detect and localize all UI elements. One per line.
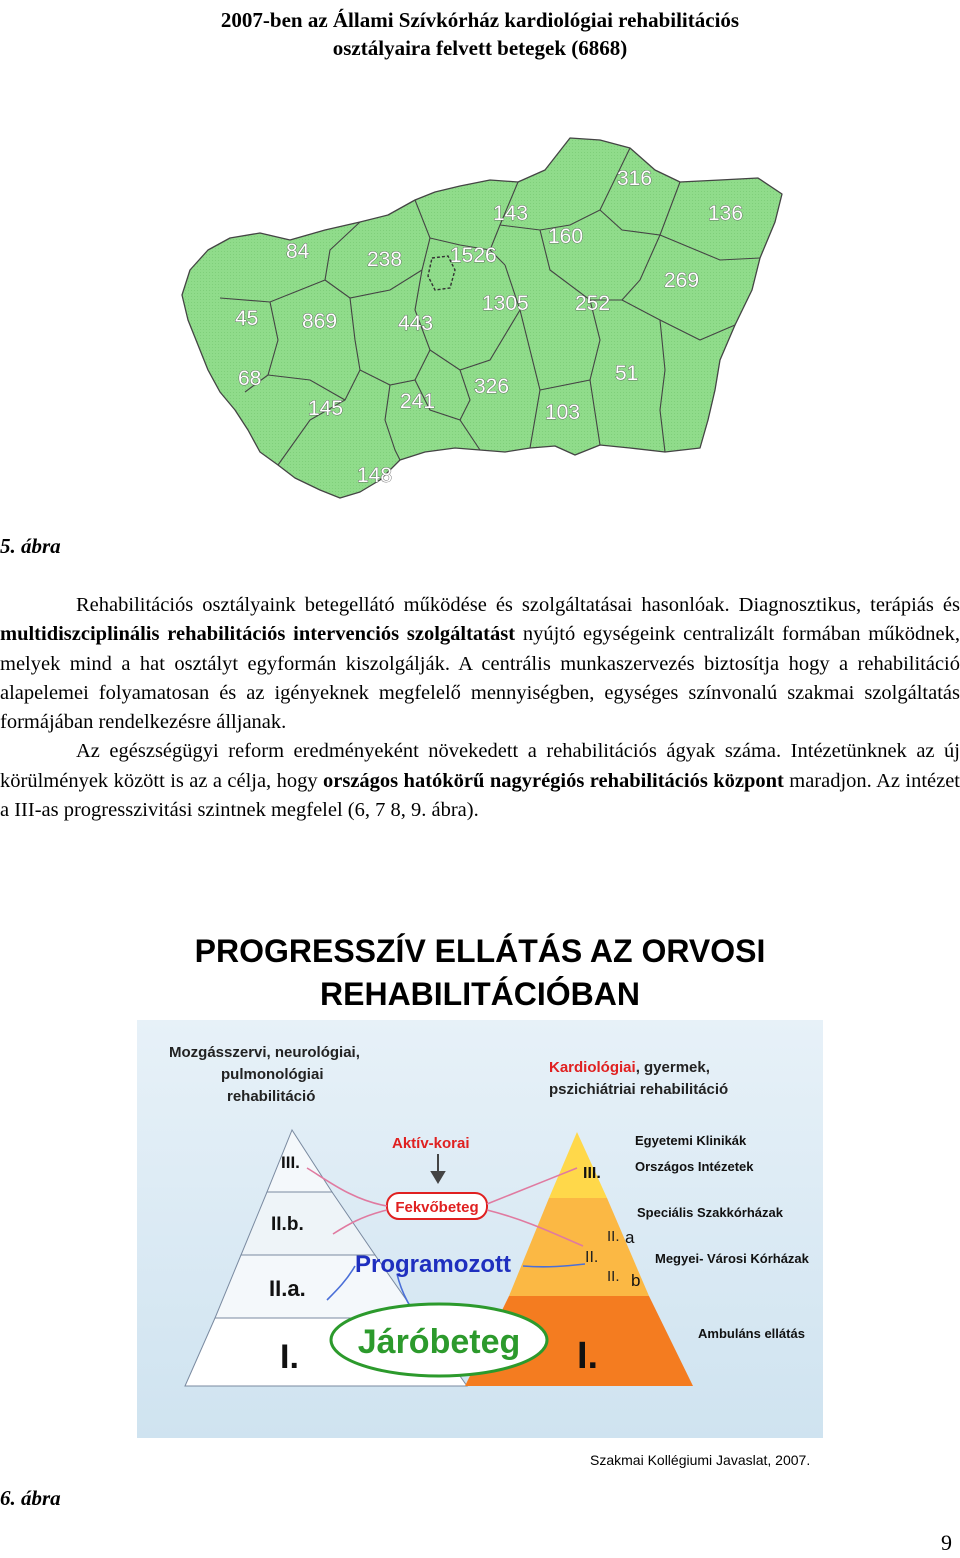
map-region-label: 160 xyxy=(548,225,584,248)
right-heading-line-1 xyxy=(549,1059,710,1076)
title-line-2: osztályaira felvett betegek (6868) xyxy=(332,36,628,60)
paragraph-1-bold: multidiszciplinális rehabilitációs intervenciós szolgáltatást xyxy=(0,623,516,646)
right-level-I: I. xyxy=(577,1335,599,1377)
label-orszagos-intezetek: Országos Intézetek xyxy=(635,1159,754,1174)
map-region-label: 1526 xyxy=(450,244,497,267)
left-heading-line-1: Mozgásszervi, neurológiai, xyxy=(169,1044,360,1061)
label-programozott: Programozott xyxy=(355,1251,511,1278)
document-title xyxy=(0,6,960,62)
map-region-label: 68 xyxy=(238,367,262,390)
right-heading-red: Kardiológiai xyxy=(549,1059,636,1076)
map-region-label: 103 xyxy=(545,401,581,424)
map-outline xyxy=(182,138,782,498)
left-level-I: I. xyxy=(280,1338,299,1376)
paragraph-2 xyxy=(0,737,960,825)
map-region-label: 143 xyxy=(493,202,529,225)
map-region-label: 252 xyxy=(575,292,611,315)
left-heading-line-2: pulmonológiai xyxy=(221,1066,324,1083)
paragraph-1-text-b: nyújtó egységeink centralizált formában működnek, melyek mind a hat osztályt egyformán kiszolgálják. A centrális munkaszervezés biztosítja hogy a rehabilitáció alapelemei folyamatosan és az igényeknek megfelelő mennyiségben, egységes színvonalú szakmai szolgáltatás formájában rendelkezésre álljanak. xyxy=(0,623,960,734)
right-level-II-a-label: II. xyxy=(607,1228,620,1245)
hungary-county-map xyxy=(160,130,790,510)
body-text xyxy=(0,591,960,825)
right-level-II: II. xyxy=(585,1249,599,1266)
map-region-label: 51 xyxy=(615,362,639,385)
map-region-label: 145 xyxy=(308,397,344,420)
map-region-label: 84 xyxy=(286,240,310,263)
left-level-III: III. xyxy=(281,1153,300,1172)
label-ambulans-ellatas: Ambuláns ellátás xyxy=(698,1326,805,1341)
figure-6-label: 6. ábra xyxy=(0,1486,61,1510)
diagram-source-caption: Szakmai Kollégiumi Javaslat, 2007. xyxy=(590,1452,811,1468)
paragraph-2-text-a: Az egészségügyi reform eredményeként növekedett a rehabilitációs ágyak száma. Intézetünknek az új körülmények között is az a célja, hogy xyxy=(0,740,960,792)
map-region-label: 241 xyxy=(400,390,436,413)
map-region-label: 1305 xyxy=(482,292,529,315)
map-region-label: 136 xyxy=(708,202,744,225)
map-region-label: 443 xyxy=(398,312,434,335)
label-fekvobeteg: Fekvőbeteg xyxy=(395,1199,479,1216)
label-aktiv-korai: Aktív-korai xyxy=(392,1135,470,1152)
map-region-label: 326 xyxy=(474,375,510,398)
right-level-III: III. xyxy=(583,1165,601,1182)
right-level-II-b-label: II. xyxy=(607,1268,620,1285)
paragraph-2-bold: országos hatókörű nagyrégiós rehabilitációs központ xyxy=(323,769,784,792)
slide-title-line-2: REHABILITÁCIÓBAN xyxy=(320,976,640,1012)
right-level-b: b xyxy=(631,1271,641,1290)
map-region-label: 148 xyxy=(357,464,393,487)
label-jarobeteg: Járóbeteg xyxy=(357,1323,521,1361)
map-region-label: 238 xyxy=(367,248,403,271)
slide-title-line-1: PROGRESSZÍV ELLÁTÁS AZ ORVOSI xyxy=(194,933,766,969)
paragraph-1 xyxy=(0,591,960,737)
label-egyetemi-klinikak: Egyetemi Klinikák xyxy=(635,1133,747,1148)
progressive-care-diagram xyxy=(137,1020,823,1438)
map-region-label: 869 xyxy=(302,310,338,333)
paragraph-2-text-b: maradjon. Az intézet a III-as progresszivitási szintnek megfelel (6, 7 8, 9. ábra). xyxy=(0,769,960,822)
title-line-1: 2007-ben az Állami Szívkórház kardiológiai rehabilitációs xyxy=(220,8,740,32)
page-number: 9 xyxy=(941,1530,952,1555)
map-region-label: 316 xyxy=(617,167,653,190)
right-heading-rest: , gyermek, xyxy=(635,1059,710,1076)
label-specialis-szakkorhazak: Speciális Szakkórházak xyxy=(637,1205,783,1220)
figure-5-label: 5. ábra xyxy=(0,534,61,558)
map-region-label: 269 xyxy=(664,269,700,292)
left-heading-line-3: rehabilitáció xyxy=(227,1088,316,1105)
slide-title xyxy=(0,930,960,1016)
right-heading-line-2: pszichiátriai rehabilitáció xyxy=(549,1081,729,1098)
map-region-label: 45 xyxy=(235,307,259,330)
left-level-IIb: II.b. xyxy=(271,1214,304,1235)
left-level-IIa: II.a. xyxy=(269,1276,306,1301)
label-megyei-varosi-korhazak: Megyei- Városi Kórházak xyxy=(655,1251,809,1266)
paragraph-1-text-a: Rehabilitációs osztályaink betegellátó működése és szolgáltatásai hasonlóak. Diagnosztikus, terápiás és xyxy=(76,594,960,616)
right-level-a: a xyxy=(625,1228,635,1247)
